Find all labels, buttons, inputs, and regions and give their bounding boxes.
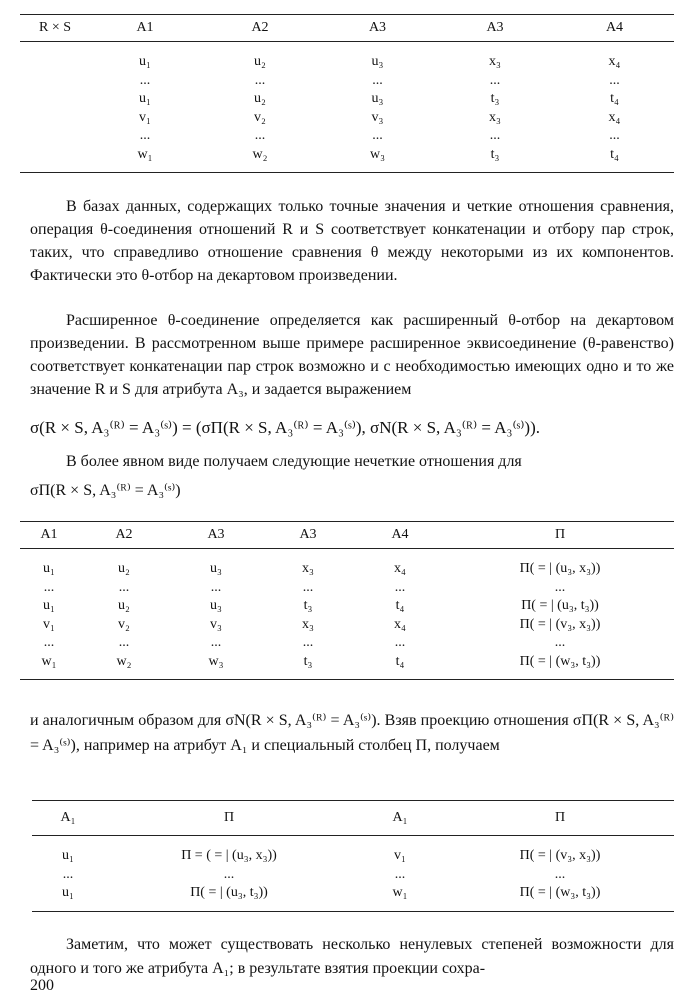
table-cell: v₂ — [254, 109, 266, 125]
table-cell: w₃ — [370, 146, 385, 162]
column-header: A3 — [486, 19, 504, 35]
table-row — [20, 109, 674, 128]
table-cell — [20, 146, 90, 173]
table-cell: w₁ — [137, 146, 153, 162]
column-header: R × S — [38, 19, 72, 35]
table-cell: u₃ — [371, 91, 384, 106]
table-cell: ... — [394, 579, 406, 595]
column-header: Π — [223, 809, 235, 825]
table-row — [20, 72, 674, 91]
table-cell: w₁ — [41, 653, 57, 669]
table-row — [20, 634, 674, 653]
table-cell — [20, 109, 90, 128]
table-cell: u₁ — [43, 598, 55, 613]
column-header: A2 — [115, 526, 133, 542]
table-cell: ... — [43, 635, 55, 650]
table-cell: u₁ — [139, 91, 151, 106]
column-header: A3 — [207, 526, 225, 542]
table-cell: w₂ — [116, 653, 132, 669]
column-header: A3 — [299, 526, 317, 542]
table-cell: ... — [554, 635, 566, 650]
table-row — [32, 836, 674, 866]
table-cell: t₄ — [610, 146, 619, 162]
table-cell: x₃ — [489, 109, 501, 125]
table-cell: u₁ — [62, 885, 74, 900]
table-cell: v₁ — [139, 109, 151, 125]
paragraph-extended-join: Расширенное θ-соединение определяется как расширенный θ-отбор на декартовом произведении. В рассмотренном выше примере расширенное эквисоединение (θ-равенство) соответствует конкатенации пар строк возможно и с необходимостью имеющих одно и то же значение R и S для атрибута A₃, и задается выражением — [30, 312, 674, 398]
table-cell — [20, 42, 90, 72]
table-cell: Π( = | (u₃, t₃)) — [521, 598, 599, 613]
table-cell: u₃ — [210, 561, 222, 576]
table-cell: ... — [210, 635, 222, 650]
table-cell: v₃ — [371, 109, 384, 125]
table-cell: v₂ — [118, 616, 130, 632]
table-cell: t₄ — [395, 653, 405, 669]
table-possibility-relation — [20, 521, 674, 680]
table-row — [20, 616, 674, 635]
table-cell: u₁ — [43, 561, 55, 576]
table-cell: Π( = | (v₃, x₃)) — [519, 616, 601, 632]
table-cell: x₄ — [608, 109, 621, 125]
column-header: A4 — [605, 19, 624, 35]
table-cell: Π( = | (v₃, x₃)) — [519, 848, 601, 863]
table-cell: u₃ — [371, 54, 384, 69]
table-cell: x₄ — [394, 616, 406, 632]
table-row — [20, 597, 674, 616]
table-projection — [32, 800, 674, 912]
table-row — [20, 90, 674, 109]
table-cell: ... — [254, 72, 266, 88]
table-row — [20, 127, 674, 146]
table-cell: v₁ — [43, 616, 55, 632]
table-cell: x₃ — [489, 54, 501, 69]
table-cell: ... — [394, 635, 406, 650]
table-row — [20, 653, 674, 680]
table-cell: ... — [609, 128, 620, 143]
table-cell: ... — [210, 579, 222, 595]
table-row — [20, 146, 674, 173]
paragraph-remark: Заметим, что может существовать несколько ненулевых степеней возможности для одного и того же атрибута A₁; в результате взятия проекции сохра- — [30, 936, 674, 977]
column-header: A₁ — [60, 809, 76, 825]
table-row — [20, 42, 674, 72]
table-cell: t₃ — [490, 146, 500, 162]
column-header: A2 — [251, 19, 269, 35]
table-cell: t₃ — [303, 598, 313, 613]
table-cell: u₂ — [254, 91, 266, 106]
table-cell: ... — [118, 579, 130, 595]
table-cell: ... — [139, 72, 151, 88]
paragraph-theta-join: В базах данных, содержащих только точные значения и четкие отношения сравнения, операция θ-соединения отношений R и S соответствует конкатенации и отбору пар строк, таких, что справедливо отношение сравнения θ между некоторыми из их компонентов. Фактически это θ-отбор на декартовом произведении. — [30, 198, 674, 284]
table-cell: x₃ — [302, 616, 314, 632]
formula-extended-equijoin: σ(R × S, A₃⁽ᴿ⁾ = A₃⁽ˢ⁾) = (σΠ(R × S, A₃⁽ᴿ⁾ = A₃⁽ˢ⁾), σN(R × S, A₃⁽ᴿ⁾ = A₃⁽ˢ⁾)). — [30, 418, 540, 437]
table-cell: ... — [372, 72, 383, 88]
table-cartesian-product — [20, 14, 674, 173]
table-cell: ... — [302, 635, 314, 650]
table-cell — [20, 127, 90, 146]
table-cell: u₂ — [254, 54, 266, 69]
table-cell: t₃ — [303, 653, 313, 669]
table-cell: t₃ — [490, 91, 500, 106]
table-cell: t₄ — [395, 598, 405, 613]
table-cell: ... — [489, 128, 501, 143]
table-row — [20, 549, 674, 579]
table-header-row — [20, 522, 674, 549]
table-cell — [20, 90, 90, 109]
table-cell: u₂ — [118, 598, 130, 613]
table-cell: w₁ — [392, 885, 408, 900]
table-cell: w₃ — [208, 653, 224, 669]
column-header: A1 — [136, 19, 154, 35]
table-cell: Π = ( = | (u₃, x₃)) — [181, 848, 277, 863]
table-cell: Π( = | (w₃, t₃)) — [519, 885, 601, 900]
table-cell: u₁ — [62, 848, 74, 863]
table-cell: x₄ — [608, 54, 621, 69]
paragraph-explicit-form: В более явном виде получаем следующие нечеткие отношения для — [66, 453, 522, 470]
table-cell: ... — [139, 128, 151, 143]
table-cell: ... — [609, 72, 620, 88]
table-cell: ... — [394, 866, 406, 882]
column-header: A₁ — [392, 809, 408, 825]
table-cell: u₃ — [210, 598, 222, 613]
table-cell: ... — [43, 579, 55, 595]
column-header: Π — [554, 809, 566, 825]
table-cell: ... — [372, 128, 383, 143]
table-cell: u₁ — [139, 54, 151, 69]
table-cell: w₂ — [252, 146, 268, 162]
table-cell: Π( = | (u₃, x₃)) — [519, 561, 601, 576]
table-cell: v₁ — [394, 848, 406, 863]
table-cell: ... — [554, 866, 566, 882]
column-header: Π — [554, 526, 566, 542]
table-cell: ... — [223, 866, 235, 882]
table-cell: ... — [62, 866, 74, 882]
table-cell: Π( = | (w₃, t₃)) — [519, 653, 601, 669]
table-cell — [20, 72, 90, 91]
table-cell: x₄ — [394, 561, 406, 576]
table-header-row — [20, 15, 674, 42]
table-cell: t₄ — [610, 91, 619, 106]
table-cell: ... — [554, 579, 566, 595]
column-header: A1 — [40, 526, 58, 542]
formula-possibility-relation: σΠ(R × S, A₃⁽ᴿ⁾ = A₃⁽ˢ⁾) — [30, 482, 181, 499]
page-number: 200 — [30, 977, 54, 994]
table-cell: ... — [302, 579, 314, 595]
column-header: A4 — [391, 526, 409, 542]
table-row — [20, 579, 674, 598]
table-row — [32, 884, 674, 911]
paragraph-projection: и аналогичным образом для σN(R × S, A₃⁽ᴿ⁾ = A₃⁽ˢ⁾). Взяв проекцию отношения σΠ(R × S, A₃⁽ᴿ⁾ = A₃⁽ˢ⁾), например на атрибут A₁ и специальный столбец Π, получаем — [30, 712, 674, 754]
table-cell: x₃ — [302, 561, 314, 576]
table-cell: v₃ — [210, 616, 222, 632]
table-cell: ... — [254, 128, 266, 143]
table-cell: Π( = | (u₃, t₃)) — [190, 885, 268, 900]
table-header-row — [32, 801, 674, 836]
column-header: A3 — [368, 19, 387, 35]
table-cell: u₂ — [118, 561, 130, 576]
table-cell: ... — [489, 72, 501, 88]
table-cell: ... — [118, 635, 130, 650]
table-row — [32, 866, 674, 885]
